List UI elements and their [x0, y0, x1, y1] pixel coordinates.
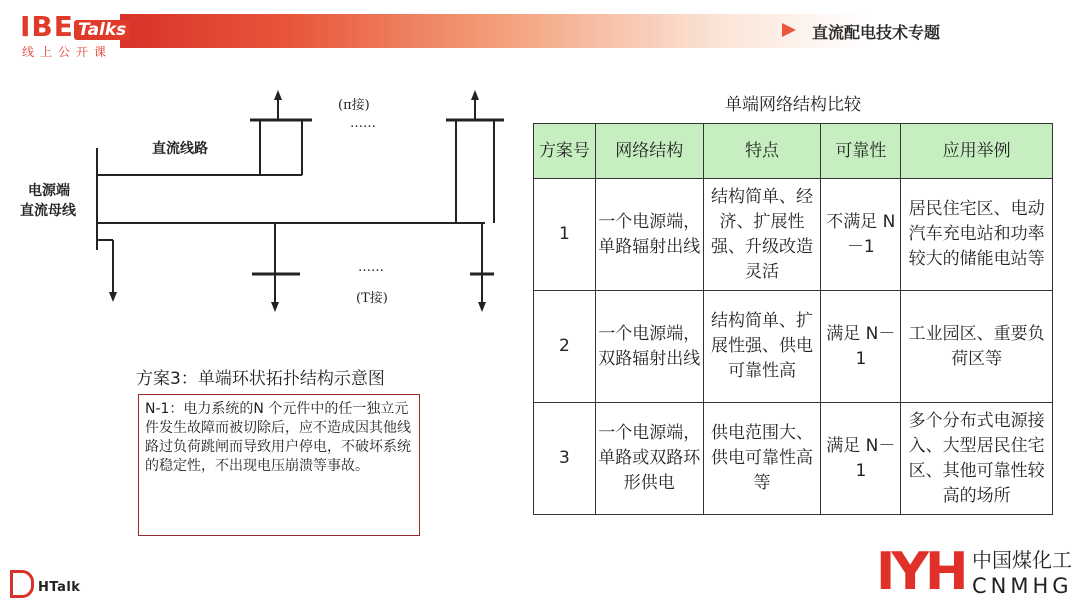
logo-main: IBE: [20, 10, 74, 43]
bhtalk-logo: [10, 570, 100, 600]
header-applications: 应用举例: [901, 124, 1053, 179]
cell-scheme: 3: [534, 403, 596, 515]
cell-applications: 多个分布式电源接入、大型居民住宅区、其他可靠性较高的场所: [901, 403, 1053, 515]
diagram-caption: 方案3：单端环状拓扑结构示意图: [136, 369, 385, 389]
cell-scheme: 1: [534, 179, 596, 291]
cell-scheme: 2: [534, 291, 596, 403]
cnmhg-watermark: [876, 540, 1076, 604]
cell-features: 供电范围大、供电可靠性高等: [703, 403, 821, 515]
watermark-mark: IYH: [876, 542, 965, 602]
ibe-talks-logo: [20, 10, 140, 60]
table-row: [534, 179, 1053, 291]
cell-applications: 居民住宅区、电动汽车充电站和功率较大的储能电站等: [901, 179, 1053, 291]
cell-reliability: 不满足 N－1: [821, 179, 901, 291]
cell-reliability: 满足 N－1: [821, 403, 901, 515]
bottom-logo-text: HTalk: [38, 580, 81, 595]
cell-features: 结构简单、扩展性强、供电可靠性高: [703, 291, 821, 403]
topic-text: 直流配电技术专题: [811, 23, 940, 42]
table-header-row: [534, 124, 1053, 179]
header-reliability: 可靠性: [821, 124, 901, 179]
header-features: 特点: [703, 124, 821, 179]
table-row: [534, 291, 1053, 403]
n-1-note: N-1：电力系统的N 个元件中的任一独立元件发生故障而被切除后，应不造成因其他线路过负荷跳闸而导致用户停电，不破坏系统的稳定性，不出现电压崩溃等事故。: [138, 394, 420, 536]
cell-structure: 一个电源端，单路辐射出线: [595, 179, 703, 291]
topic-title: [812, 20, 940, 43]
dc-bus-label: 直流母线: [20, 203, 76, 219]
t-connection-label: (T接): [356, 291, 388, 306]
topology-lines: [20, 80, 520, 320]
play-arrow-icon: [782, 23, 796, 37]
header-structure: 网络结构: [595, 124, 703, 179]
pi-connection-label: (π接): [338, 98, 370, 113]
cell-structure: 一个电源端，双路辐射出线: [595, 291, 703, 403]
dc-line-label: 直流线路: [152, 141, 208, 157]
cell-applications: 工业园区、重要负荷区等: [901, 291, 1053, 403]
table-row: [534, 403, 1053, 515]
cell-features: 结构简单、经济、扩展性强、升级改造灵活: [703, 179, 821, 291]
ellipsis-bottom: ……: [358, 260, 384, 275]
table-title: 单端网络结构比较: [725, 95, 861, 115]
ellipsis-top: ……: [350, 116, 376, 131]
watermark-chinese: 中国煤化工: [972, 548, 1072, 572]
cell-reliability: 满足 N－1: [821, 291, 901, 403]
watermark-english: CNMHG: [972, 574, 1073, 598]
header-scheme: 方案号: [534, 124, 596, 179]
logo-subtitle: 线上公开课: [22, 45, 113, 59]
topology-diagram: [20, 80, 520, 320]
source-label: 电源端: [28, 183, 70, 199]
logo-talks: Talks: [74, 20, 130, 40]
b-logo-icon: [10, 570, 34, 598]
comparison-table: [533, 123, 1053, 515]
cell-structure: 一个电源端，单路或双路环形供电: [595, 403, 703, 515]
arrow-heads: [109, 90, 486, 312]
